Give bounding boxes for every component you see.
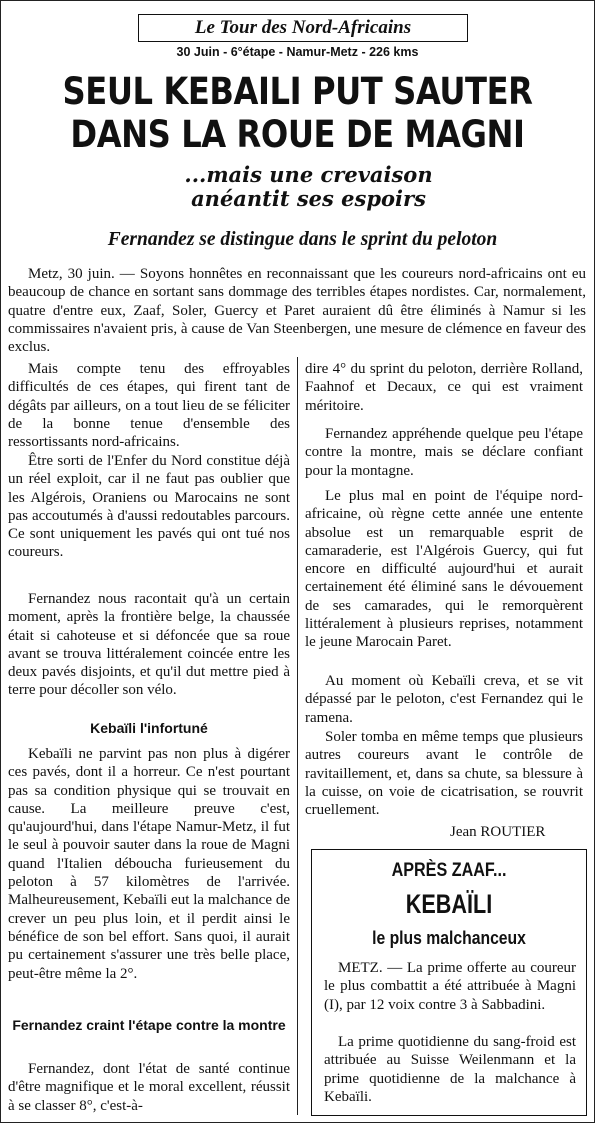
headline-line-2: DANS LA ROUE DE MAGNI bbox=[70, 113, 525, 156]
col2-paragraph: Soler tomba en même temps que plusieurs autres coureurs avant le contrôle de ravitaillement, et, dans sa chute, sa blessure à la cuisse, on voie de cicatrisation, se rouvrit cruellement. bbox=[305, 729, 583, 819]
col1-paragraph: Mais compte tenu des effroyables difficultés de ces étapes, qui firent tant de dégâts par ailleurs, on a tout lieu de se féliciter de la bonne tenue d'ensemble des ressortissants nord-africains. bbox=[8, 361, 290, 451]
col2-paragraph: dire 4° du sprint du peloton, derrière Rolland, Faahnof et Decaux, ce qui est vraiment méritoire. bbox=[305, 361, 583, 414]
col2-paragraph: Le plus mal en point de l'équipe nord-africaine, où règne cette année une entente absolue est un remarquable esprit de camaraderie, est l'Algérois Guercy, qui fut encore en difficulté aujourd'hui et aurait certainement été éliminé sans le dévouement de ses camarades, qui le remorquèrent littéralement à plusieurs reprises, notamment le jeune Marocain Paret. bbox=[305, 488, 583, 651]
sidebar-kicker: APRÈS ZAAF... bbox=[391, 860, 507, 881]
lead-paragraph: Metz, 30 juin. — Soyons honnêtes en reconnaissant que les coureurs nord-africains ont eu beaucoup de chance en sortant sans dommage des terribles étapes nordistes. Car, normalement, quatre d'entre eux, Zaaf, Soler, Guercy et Paret auraient dû être éliminés à Namur si les commissaires n'avaient pris, à cause de Van Steenbergen, une mesure de clémence en faveur des exclus. bbox=[8, 266, 586, 356]
sidebar-title: KEBAÏLI bbox=[405, 889, 493, 919]
deck-headline: Fernandez se distingue dans le sprint du peloton bbox=[107, 229, 498, 250]
subheadline-line-2: anéantit ses espoirs bbox=[191, 186, 426, 211]
col1-paragraph: Fernandez, dont l'état de santé continue d'être magnifique et le moral excellent, réussit à se classer 8°, c'est-à- bbox=[8, 1061, 290, 1114]
sidebar-paragraph: La prime quotidienne du sang-froid est attribuée au Suisse Weilenmann et la prime quotidienne de la malchance à Kebaïli. bbox=[324, 1034, 576, 1105]
col1-subheading: Fernandez craint l'étape contre la montre bbox=[12, 1017, 286, 1033]
sidebar-paragraph: METZ. — La prime offerte au coureur le plus combattit a été attribuée à Magni (I), par 12 voix contre 3 à Sabbadini. bbox=[324, 960, 576, 1013]
stage-info: 30 Juin - 6°étape - Namur-Metz - 226 kms bbox=[176, 45, 419, 59]
sidebar-subtitle: le plus malchanceux bbox=[372, 927, 526, 948]
subheadline-line-1: ...mais une crevaison bbox=[184, 162, 433, 187]
col1-paragraph: Fernandez nous racontait qu'à un certain moment, après la frontière belge, la chaussée était si cahoteuse et si défoncée que sa roue avant se trouva littéralement coincée entre les deux pavés disjoints, et qu'il dut mettre pied à terre pour décoller son vélo. bbox=[8, 591, 290, 699]
col1-subheading: Kebaïli l'infortuné bbox=[90, 720, 208, 736]
col2-paragraph: Au moment où Kebaïli creva, et se vit dépassé par le peloton, c'est Fernandez qui le ramena. bbox=[305, 673, 583, 726]
sidebar-box bbox=[311, 849, 587, 1116]
author-signature: Jean ROUTIER bbox=[450, 824, 546, 840]
series-title-box: Le Tour des Nord-Africains bbox=[138, 14, 468, 42]
headline-line-1: SEUL KEBAILI PUT SAUTER bbox=[62, 70, 533, 113]
col1-paragraph: Être sorti de l'Enfer du Nord constitue déjà un réel exploit, car il ne faut pas oublier que les Algérois, Oraniens ou Marocains ne sont pas accoutumés à d'aussi redoutables parcours. Ce sont uniquement les pavés qui ont tué nos coureurs. bbox=[8, 453, 290, 561]
column-divider bbox=[297, 357, 298, 1115]
col2-paragraph: Fernandez appréhende quelque peu l'étape contre la montre, mais se déclare confiant pour la montagne. bbox=[305, 426, 583, 479]
col1-paragraph: Kebaïli ne parvint pas non plus à digérer ces pavés, dont il a horreur. Ce n'est pourtant pas sa condition physique qui se trouvait en cause. La meilleure preuve c'est, qu'aujourd'hui, dans l'étape Namur-Metz, il fut le seul à pouvoir sauter dans la roue de Magni quand l'Italien déboucha furieusement du peloton à 57 kilomètres de l'arrivée. Malheureusement, Kebaïli eut la malchance de crever un peu plus loin, et il perdit ainsi le bénéfice de son bel effort. Sans quoi, il aurait pu certainement s'assurer une très belle place, peut-être même la 2°. bbox=[8, 746, 290, 982]
